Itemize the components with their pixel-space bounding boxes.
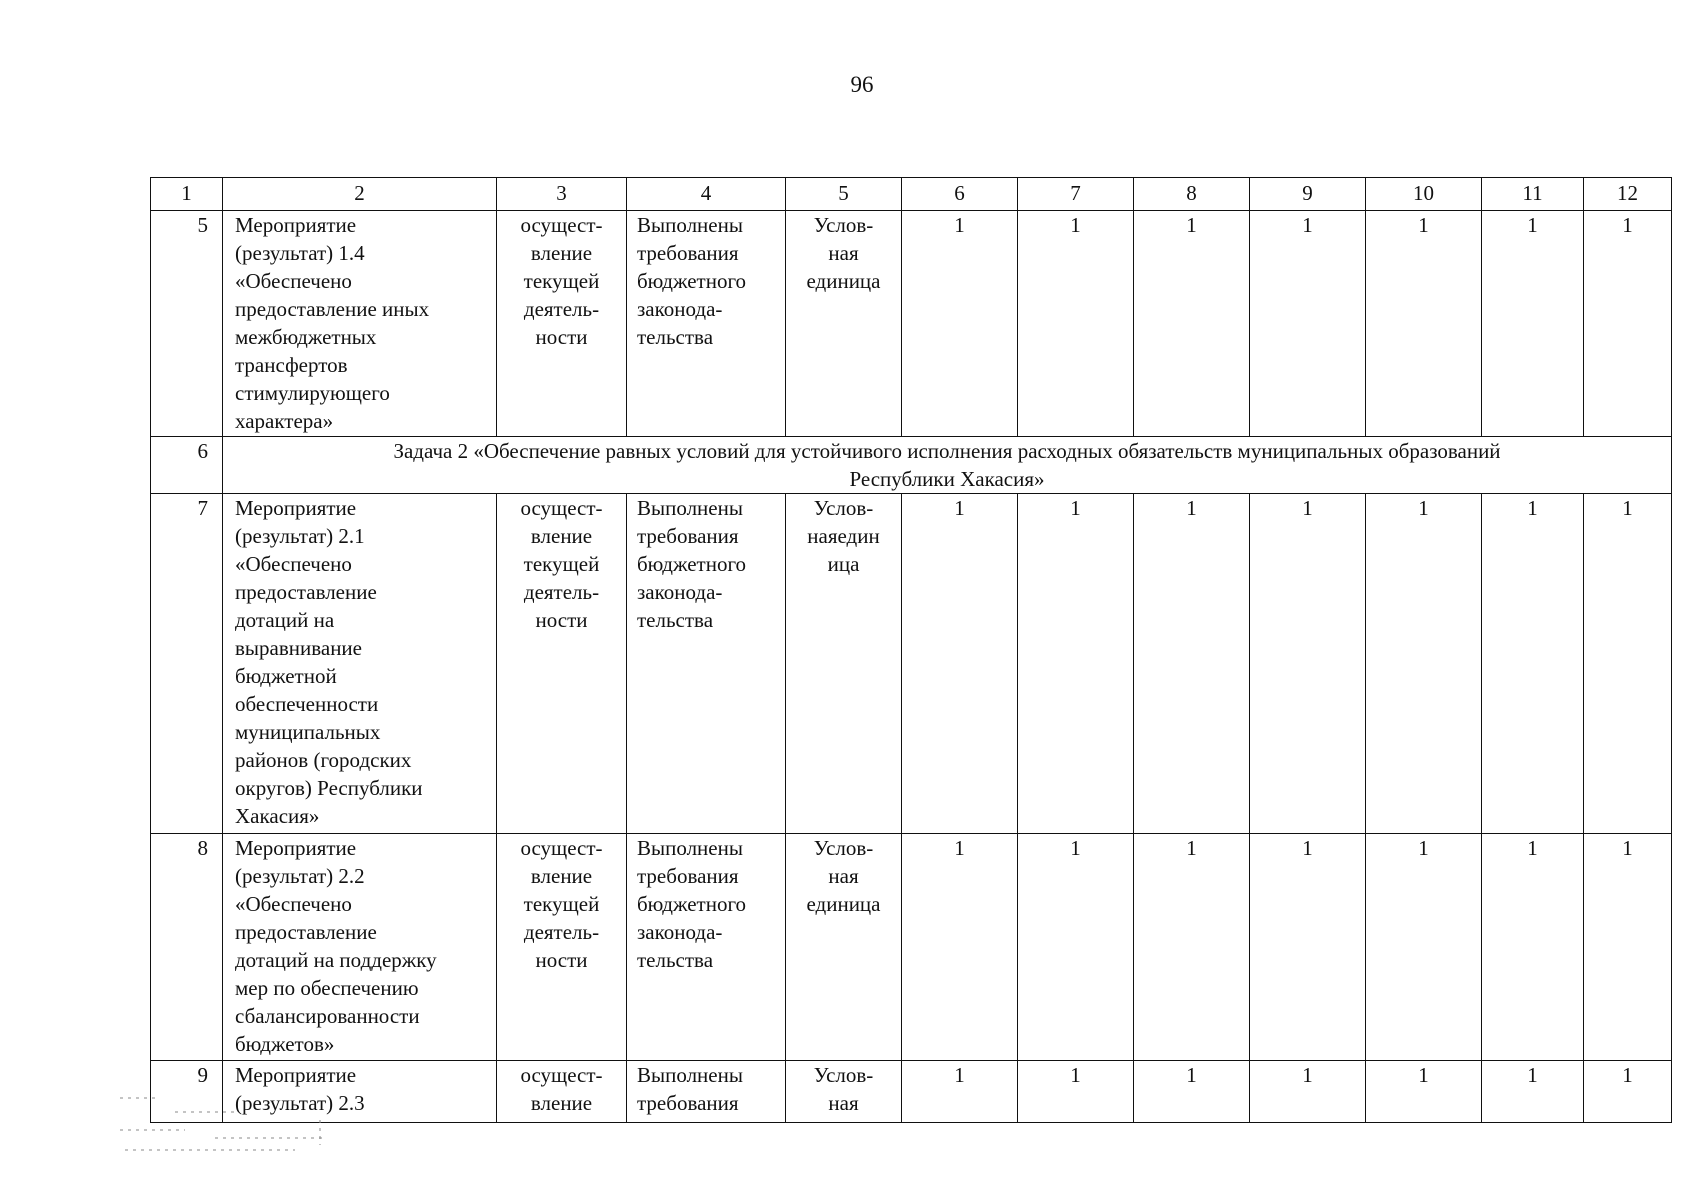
header-cell-11: 11 (1482, 178, 1584, 211)
value-cell-8: 1 (1134, 1061, 1250, 1123)
event-name-line: муниципальных (235, 720, 381, 744)
unit-of-measure-line: ная (828, 1091, 859, 1115)
unit-of-measure-line: наяедин (807, 524, 880, 548)
event-type-line: вление (530, 1091, 593, 1115)
event-type-line: вление (530, 864, 593, 888)
header-cell-4: 4 (627, 178, 786, 211)
event-name-line: «Обеспечено (235, 552, 352, 576)
value-cell-8: 1 (1134, 211, 1250, 437)
event-name-line: стимулирующего (235, 381, 390, 405)
event-name-line: (результат) 2.1 (235, 524, 365, 548)
event-type-line: ности (535, 948, 588, 972)
table-row (151, 211, 1672, 437)
criterion-line: требования (637, 1091, 739, 1115)
event-type (497, 211, 627, 437)
event-type (497, 834, 627, 1061)
value-cell-7: 1 (1018, 834, 1134, 1061)
row-number: 9 (151, 1061, 223, 1123)
table-body (151, 178, 1672, 1123)
header-row (151, 178, 1672, 211)
event-type-line: деятель- (523, 920, 600, 944)
event-type-line: текущей (523, 552, 600, 576)
criterion-line: Выполнены (637, 213, 743, 237)
row-number: 8 (151, 834, 223, 1061)
event-name-line: дотаций на (235, 608, 335, 632)
event-type-line: деятель- (523, 297, 600, 321)
header-cell-12: 12 (1584, 178, 1672, 211)
scan-artifact (115, 1090, 335, 1160)
event-name-line: обеспеченности (235, 692, 379, 716)
criterion (627, 494, 786, 834)
table-row (151, 494, 1672, 834)
event-name-line: дотаций на поддержку (235, 948, 437, 972)
unit-of-measure (786, 211, 902, 437)
page-number: 96 (850, 72, 874, 97)
event-name-line: межбюджетных (235, 325, 377, 349)
unit-of-measure-line: Услов- (813, 1063, 874, 1087)
unit-of-measure (786, 834, 902, 1061)
header-cell-8: 8 (1134, 178, 1250, 211)
event-name-line: предоставление иных (235, 297, 430, 321)
task-title-line: Республики Хакасия» (849, 467, 1045, 491)
value-cell-10: 1 (1366, 494, 1482, 834)
value-cell-9: 1 (1250, 211, 1366, 437)
header-cell-5: 5 (786, 178, 902, 211)
value-cell-7: 1 (1018, 1061, 1134, 1123)
event-name-line: «Обеспечено (235, 892, 352, 916)
value-cell-8: 1 (1134, 834, 1250, 1061)
event-type-line: ности (535, 325, 588, 349)
event-type-line: текущей (523, 269, 600, 293)
task-row (151, 437, 1672, 494)
value-cell-12: 1 (1584, 211, 1672, 437)
criterion-line: законода- (637, 297, 723, 321)
task-title (223, 437, 1672, 494)
event-name-line: бюджетной (235, 664, 337, 688)
criterion (627, 211, 786, 437)
event-name-line: округов) Республики (235, 776, 423, 800)
value-cell-9: 1 (1250, 1061, 1366, 1123)
criterion-line: тельства (637, 948, 714, 972)
value-cell-11: 1 (1482, 834, 1584, 1061)
event-name-line: районов (городских (235, 748, 412, 772)
criterion (627, 1061, 786, 1123)
criterion-line: бюджетного (637, 269, 747, 293)
value-cell-12: 1 (1584, 1061, 1672, 1123)
event-type-line: вление (530, 241, 593, 265)
criterion-line: тельства (637, 608, 714, 632)
criterion (627, 834, 786, 1061)
task-title-line: Задача 2 «Обеспечение равных условий для устойчивого исполнения расходных обязательств муниципальных образований (393, 439, 1501, 463)
criterion-line: требования (637, 864, 739, 888)
value-cell-12: 1 (1584, 834, 1672, 1061)
unit-of-measure-line: Услов- (813, 836, 874, 860)
event-type-line: осущест- (520, 1063, 603, 1087)
header-cell-6: 6 (902, 178, 1018, 211)
criterion-line: законода- (637, 580, 723, 604)
event-name-line: Хакасия» (235, 804, 320, 828)
value-cell-9: 1 (1250, 834, 1366, 1061)
value-cell-6: 1 (902, 1061, 1018, 1123)
value-cell-11: 1 (1482, 1061, 1584, 1123)
unit-of-measure-line: ная (828, 241, 859, 265)
criterion-line: бюджетного (637, 552, 747, 576)
event-name-line: мер по обеспечению (235, 976, 419, 1000)
unit-of-measure-line: единица (806, 269, 881, 293)
event-type-line: текущей (523, 892, 600, 916)
unit-of-measure-line: Услов- (813, 213, 874, 237)
event-type-line: осущест- (520, 213, 603, 237)
header-cell-1: 1 (151, 178, 223, 211)
criterion-line: тельства (637, 325, 714, 349)
value-cell-7: 1 (1018, 494, 1134, 834)
row-number: 7 (151, 494, 223, 834)
header-cell-3: 3 (497, 178, 627, 211)
unit-of-measure-line: Услов- (813, 496, 874, 520)
value-cell-6: 1 (902, 211, 1018, 437)
value-cell-6: 1 (902, 494, 1018, 834)
event-type (497, 494, 627, 834)
event-name (223, 494, 497, 834)
header-cell-10: 10 (1366, 178, 1482, 211)
value-cell-10: 1 (1366, 834, 1482, 1061)
event-name-line: Мероприятие (235, 496, 357, 520)
table-row (151, 834, 1672, 1061)
unit-of-measure-line: ная (828, 864, 859, 888)
criterion-line: Выполнены (637, 836, 743, 860)
criterion-line: законода- (637, 920, 723, 944)
event-type-line: осущест- (520, 836, 603, 860)
event-name-line: Мероприятие (235, 1063, 357, 1087)
row-number: 6 (151, 437, 223, 494)
value-cell-11: 1 (1482, 211, 1584, 437)
indicators-table (150, 177, 1672, 1123)
event-name-line: характера» (235, 409, 334, 433)
unit-of-measure-line: единица (806, 892, 881, 916)
unit-of-measure (786, 494, 902, 834)
value-cell-10: 1 (1366, 211, 1482, 437)
header-cell-7: 7 (1018, 178, 1134, 211)
criterion-line: требования (637, 241, 739, 265)
event-name-line: бюджетов» (235, 1032, 335, 1056)
header-cell-9: 9 (1250, 178, 1366, 211)
event-name-line: (результат) 2.3 (235, 1091, 365, 1115)
unit-of-measure (786, 1061, 902, 1123)
unit-of-measure-line: ица (827, 552, 860, 576)
event-name-line: «Обеспечено (235, 269, 352, 293)
value-cell-7: 1 (1018, 211, 1134, 437)
event-name-line: выравнивание (235, 636, 362, 660)
event-type-line: деятель- (523, 580, 600, 604)
table-row (151, 1061, 1672, 1123)
event-type-line: ности (535, 608, 588, 632)
event-name-line: трансфертов (235, 353, 348, 377)
event-name-line: (результат) 1.4 (235, 241, 365, 265)
event-name-line: Мероприятие (235, 836, 357, 860)
event-name-line: (результат) 2.2 (235, 864, 365, 888)
event-name-line: сбалансированности (235, 1004, 420, 1028)
row-number: 5 (151, 211, 223, 437)
value-cell-11: 1 (1482, 494, 1584, 834)
criterion-line: требования (637, 524, 739, 548)
header-cell-2: 2 (223, 178, 497, 211)
criterion-line: Выполнены (637, 496, 743, 520)
value-cell-10: 1 (1366, 1061, 1482, 1123)
event-type-line: осущест- (520, 496, 603, 520)
value-cell-12: 1 (1584, 494, 1672, 834)
event-name (223, 211, 497, 437)
event-type-line: вление (530, 524, 593, 548)
criterion-line: бюджетного (637, 892, 747, 916)
value-cell-6: 1 (902, 834, 1018, 1061)
event-name (223, 834, 497, 1061)
event-name-line: Мероприятие (235, 213, 357, 237)
value-cell-9: 1 (1250, 494, 1366, 834)
event-name-line: предоставление (235, 580, 377, 604)
event-name-line: предоставление (235, 920, 377, 944)
criterion-line: Выполнены (637, 1063, 743, 1087)
event-type (497, 1061, 627, 1123)
value-cell-8: 1 (1134, 494, 1250, 834)
